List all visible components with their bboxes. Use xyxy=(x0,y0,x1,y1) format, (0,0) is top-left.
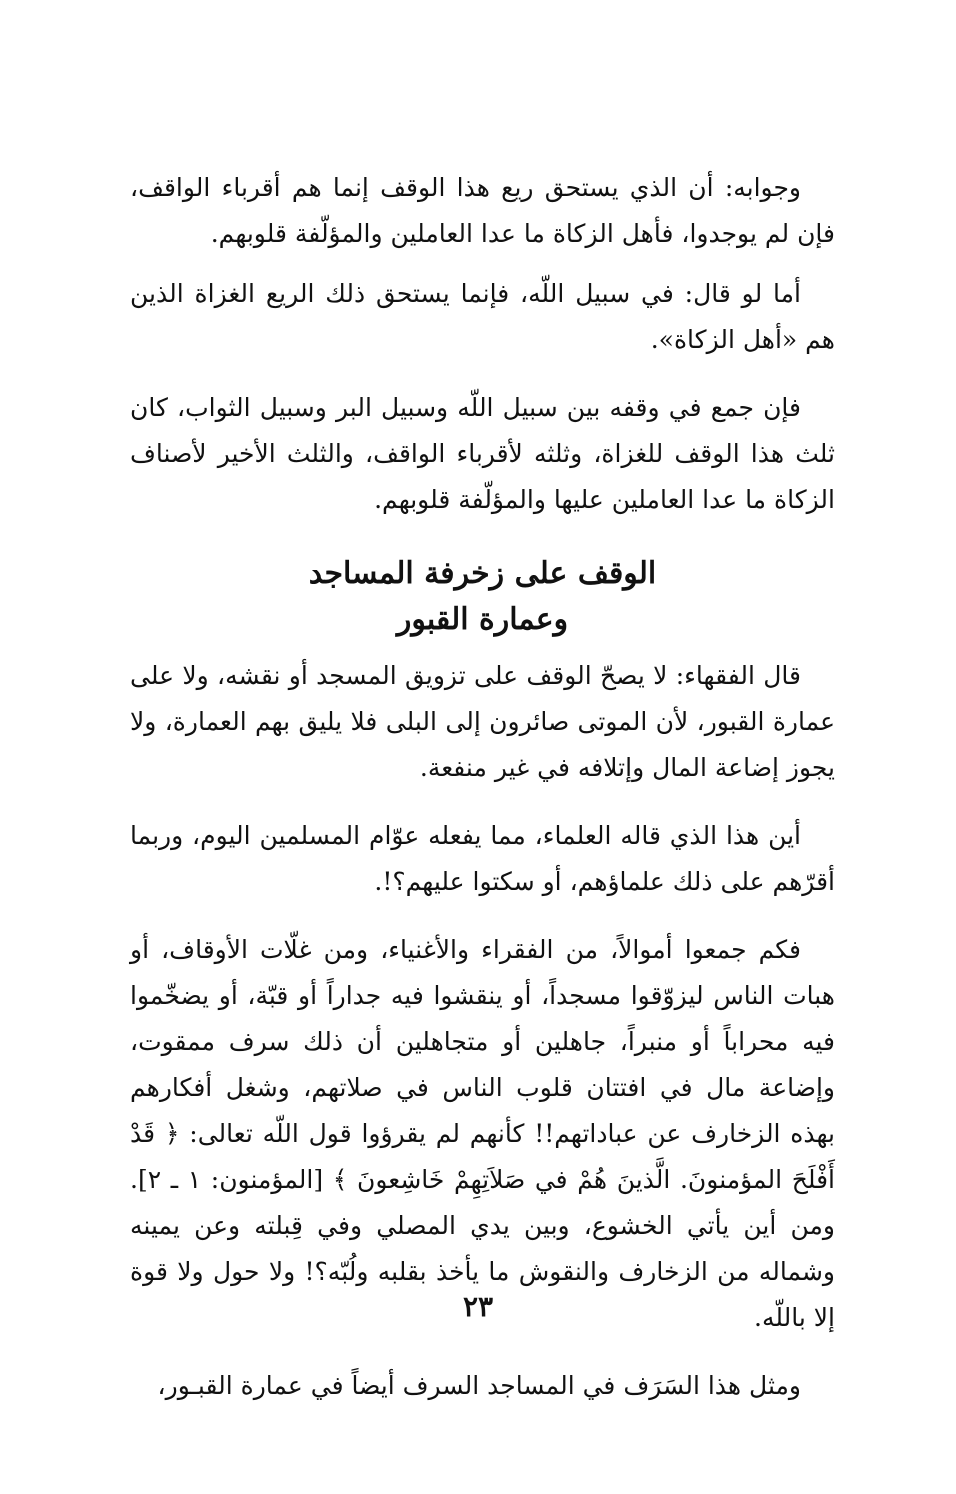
paragraph-graves-text: ومثل هذا السَرَف في المساجد السرف أيضاً في عمارة القبـور، xyxy=(157,1371,801,1400)
paragraph-how-many-text: فكم جمعوا أموالاً، من الفقراء والأغنياء، ومن غلّات الأوقاف، أو هبات الناس ليزوّقوا مسجداً، أو ينقشوا فيه جداراً أو قبّة، أو يضخّموا فيه محراباً أو منبراً، جاهلين أو متجاهلين أن ذلك سرف ممقوت، وإضاعة مال في افتتان قلوب الناس في صلاتهم، وشغل أفكارهم بهذه الزخارف عن عباداتهم!! كأنهم لم يقرؤوا قول اللّه تعالى: ﴿ قَدْ أَفْلَحَ المؤمنونَ. الَّذينَ هُمْ في صَلاَتِهِمْ خَاشِعونَ ﴾ [المؤمنون: ١ ـ ٢]. ومن أين يأتي الخشوع، وبين يدي المصلي وفي قِبلته وعن يمينه وشماله من الزخارف والنقوش ما يأخذ بقلبه ولُبّه؟! ولا حول ولا قوة إلا باللّه. xyxy=(130,935,836,1332)
paragraph-where-is xyxy=(130,813,835,905)
section-heading-line-1: الوقف على زخرفة المساجد xyxy=(308,556,657,591)
paragraph-combined-waqf xyxy=(130,385,835,523)
paragraph-answer-text: وجوابه: أن الذي يستحق ريع هذا الوقف إنما هم أقرباء الواقف، فإن لم يوجدوا، فأهل الزكاة ما عدا العاملين والمؤلّفة قلوبهم. xyxy=(130,173,835,248)
section-heading xyxy=(130,551,835,643)
section-heading-line-2: وعمارة القبور xyxy=(396,602,569,637)
paragraph-fuqaha-text: قال الفقهاء: لا يصحّ الوقف على تزويق المسجد أو نقشه، ولا على عمارة القبور، لأن الموتى صائرون إلى البلى فلا يليق بهم العمارة، ولا يجوز إضاعة المال وإتلافه في غير منفعة. xyxy=(130,661,835,782)
paragraph-graves xyxy=(130,1363,835,1409)
paragraph-combined-waqf-text: فإن جمع في وقفه بين سبيل اللّه وسبيل البر وسبيل الثواب، كان ثلث هذا الوقف للغزاة، وثلثه لأقرباء الواقف، والثلث الأخير لأصناف الزكاة ما عدا العاملين عليها والمؤلّفة قلوبهم. xyxy=(130,393,835,514)
paragraph-answer xyxy=(130,165,835,257)
paragraph-where-is-text: أين هذا الذي قاله العلماء، مما يفعله عوّام المسلمين اليوم، وربما أقرّهم على ذلك علماؤهم، أو سكتوا عليهم؟!. xyxy=(130,821,835,896)
paragraph-fi-sabil-allah xyxy=(130,271,835,363)
paragraph-fuqaha xyxy=(130,653,835,791)
page-number: ٢٣ xyxy=(462,1290,494,1323)
page-body xyxy=(130,165,835,1421)
paragraph-how-many xyxy=(130,927,835,1341)
paragraph-fi-sabil-allah-text: أما لو قال: في سبيل اللّه، فإنما يستحق ذلك الريع الغزاة الذين هم «أهل الزكاة». xyxy=(130,279,835,354)
